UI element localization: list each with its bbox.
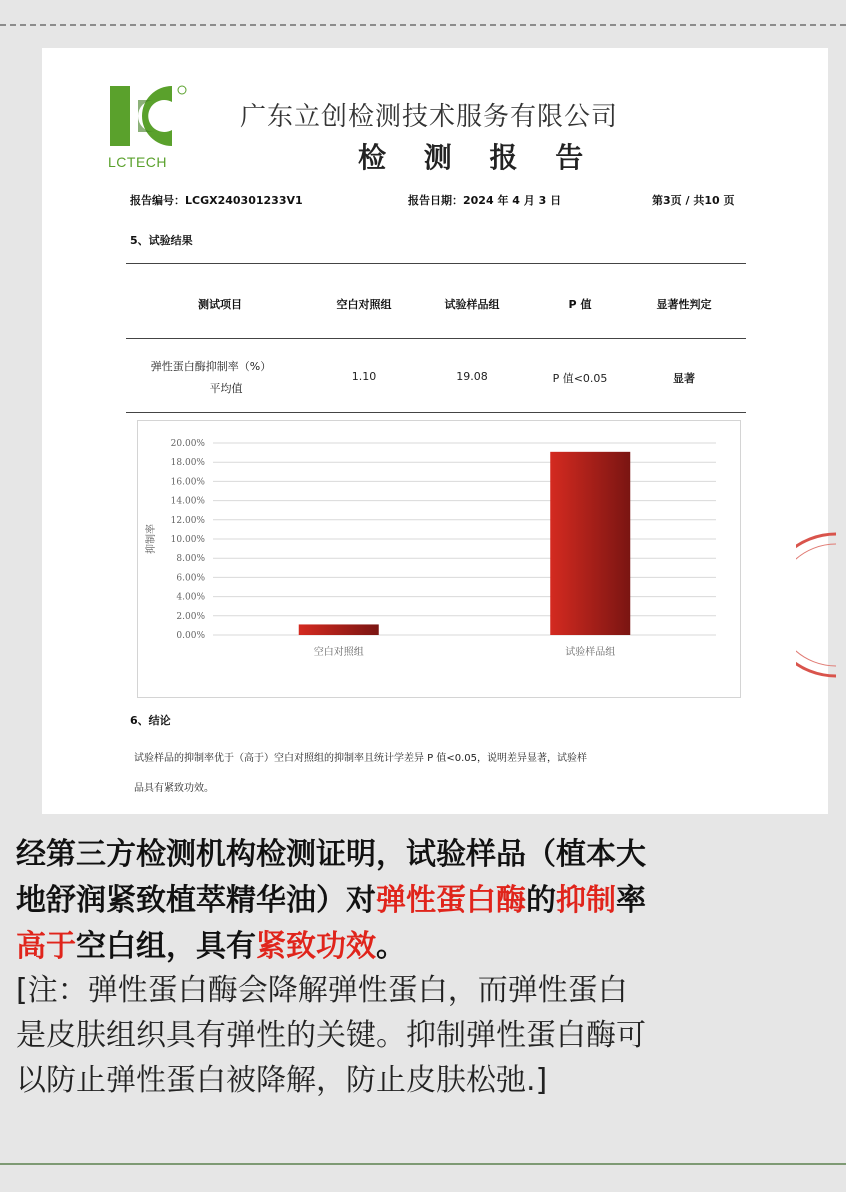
y-tick-label: 12.00% (170, 515, 205, 526)
report-date: 报告日期：2024 年 4 月 3 日 (408, 194, 562, 207)
y-tick-label: 2.00% (176, 611, 205, 622)
x-tick-label: 空白对照组 (313, 647, 364, 658)
header-test-item: 测试项目 (198, 298, 242, 311)
report-number: 报告编号：LCGX240301233V1 (130, 194, 303, 207)
chart-frame (137, 420, 741, 698)
note-line-1: [注：弹性蛋白酶会降解弹性蛋白，而弹性蛋白 (16, 973, 628, 1008)
logo-text: LCTECH (108, 154, 168, 170)
header-sample: 试验样品组 (444, 298, 500, 311)
table-bottom-rule (126, 412, 746, 413)
red-seal-stamp (796, 530, 836, 680)
x-tick-label: 试验样品组 (565, 647, 616, 658)
conclusion-line-1: 试验样品的抑制率优于（高于）空白对照组的抑制率且统计学差异 P 值<0.05，说明差异显著，试验样 (134, 753, 588, 764)
y-tick-label: 14.00% (170, 496, 205, 507)
table-header-rule (126, 338, 746, 339)
conclusion-line-2: 品具有紧致功效。 (134, 783, 214, 794)
section-5-title: 5、试验结果 (130, 234, 193, 247)
bottom-divider (0, 1163, 846, 1165)
y-tick-label: 6.00% (176, 573, 205, 584)
cell-test-item-line1: 弹性蛋白酶抑制率（%） (150, 360, 272, 373)
y-tick-label: 4.00% (176, 592, 205, 603)
y-tick-label: 0.00% (176, 631, 205, 641)
header-p-value: P 值 (568, 298, 592, 311)
report-title: 检 测 报 告 (358, 141, 598, 174)
cell-test-item-line2: 平均值 (209, 382, 243, 395)
cell-sample-value: 19.08 (456, 370, 488, 383)
page-number: 第3页 / 共10 页 (652, 194, 735, 207)
y-tick-label: 16.00% (170, 477, 205, 488)
cell-p-value: P 值<0.05 (552, 372, 608, 385)
inhibition-bar-chart (138, 421, 740, 697)
y-tick-label: 8.00% (176, 554, 205, 565)
section-6-title: 6、结论 (130, 714, 171, 727)
summary-line-1: 经第三方检测机构检测证明，试验样品（植本大 (16, 837, 646, 872)
cell-significance: 显著 (673, 372, 695, 385)
header-significance: 显著性判定 (656, 298, 712, 311)
y-tick-label: 18.00% (170, 458, 205, 469)
highlight-elastase: 弹性蛋白酶 (376, 883, 526, 918)
y-tick-label: 20.00% (170, 439, 205, 449)
summary-line-2: 地舒润紧致植萃精华油）对弹性蛋白酶的抑制率 (16, 883, 646, 918)
company-name: 广东立创检测技术服务有限公司 (240, 102, 619, 132)
y-tick-label: 10.00% (170, 535, 205, 545)
highlight-firming-effect: 紧致功效 (256, 929, 376, 964)
table-top-rule (126, 263, 746, 264)
cell-control-value: 1.10 (351, 370, 377, 383)
y-axis-label: 抑制率 (146, 524, 157, 554)
summary-line-3: 高于空白组，具有紧致功效。 (16, 929, 406, 964)
top-dashed-divider (0, 24, 846, 26)
header-control: 空白对照组 (336, 298, 392, 311)
note-line-3: 以防止弹性蛋白被降解，防止皮肤松弛.] (16, 1063, 548, 1098)
note-line-2: 是皮肤组织具有弹性的关键。抑制弹性蛋白酶可 (16, 1018, 646, 1053)
bar (550, 452, 630, 635)
highlight-inhibition: 抑制 (556, 883, 616, 918)
bar (299, 624, 379, 635)
highlight-higher: 高于 (16, 929, 76, 964)
